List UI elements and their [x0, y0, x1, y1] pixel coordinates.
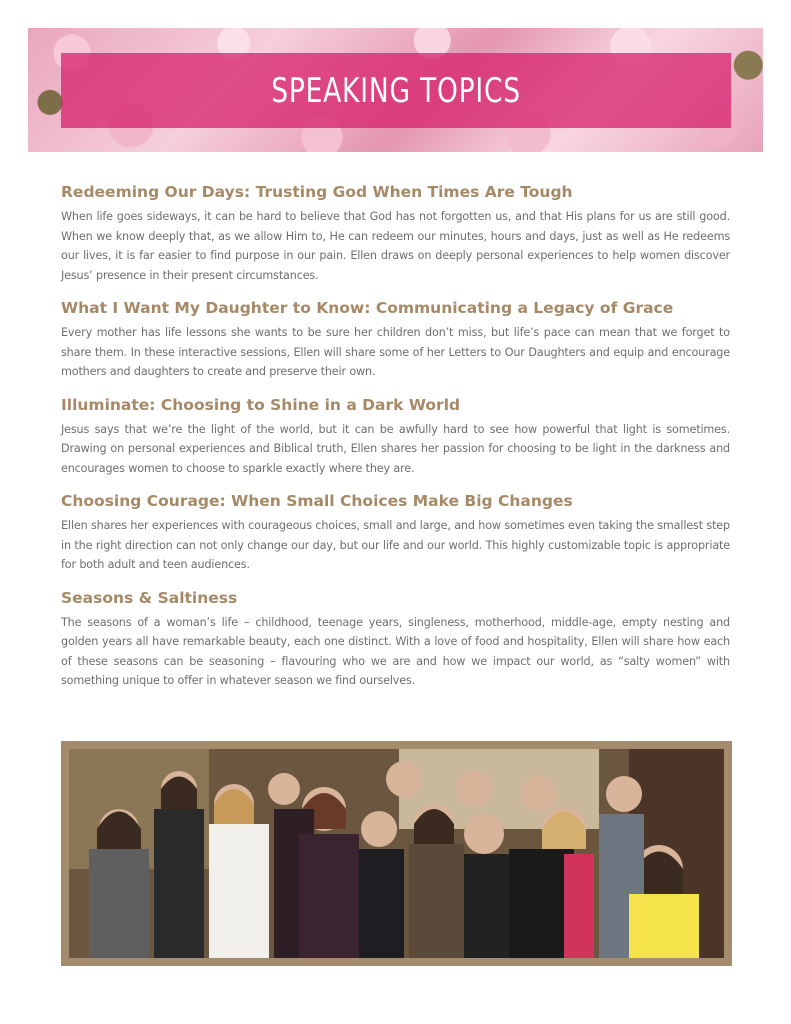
header-banner — [28, 28, 763, 152]
topic-description: When life goes sideways, it can be hard to believe that God has not forgotten us, and that His plans for us are still good. When we know deeply that, as we allow Him to, He can redeem our minutes, hours and days, just as well as He redeems our lives, it is far easier to find purpose in our pain. Ellen draws on deeply personal experiences to help women discover Jesus’ presence in their present circumstances. — [61, 210, 730, 282]
topic-description: Jesus says that we’re the light of the world, but it can be awfully hard to see how powerful that light is sometimes. Drawing on personal experiences and Biblical truth, Ellen shares her passion for choosing to be light in the darkness and encourages women to choose to sparkle exactly where they are. — [61, 422, 730, 475]
group-photo — [69, 749, 724, 958]
topic-title: Choosing Courage: When Small Choices Make Big Changes — [61, 492, 573, 510]
topic-title: Illuminate: Choosing to Shine in a Dark World — [61, 395, 461, 414]
topic-title: Seasons & Saltiness — [61, 588, 238, 607]
banner-title-box — [61, 53, 731, 128]
topic-description: Ellen shares her experiences with courageous choices, small and large, and how sometimes even taking the smallest step in the right direction can not only change our day, but our life and our world. This highly customizable topic is appropriate for both adult and teen audiences. — [61, 519, 730, 571]
topic-choosing-courage — [61, 492, 730, 575]
group-photo-frame — [61, 741, 732, 966]
topic-title: Redeeming Our Days: Trusting God When Times Are Tough — [61, 183, 573, 201]
topics-list — [61, 183, 730, 705]
page-title: SPEAKING TOPICS — [271, 70, 521, 111]
topic-what-i-want-my-daughter-to-know — [61, 299, 730, 382]
group-photo-illustration — [69, 749, 724, 958]
topic-redeeming-our-days — [61, 183, 730, 285]
topic-title: What I Want My Daughter to Know: Communicating a Legacy of Grace — [61, 299, 674, 317]
topic-seasons-and-saltiness — [61, 589, 730, 691]
topic-description: The seasons of a woman’s life – childhood, teenage years, singleness, motherhood, middle-age, empty nesting and golden years all have remarkable beauty, each one distinct. With a love of food and hospitality, Ellen will share how each of these seasons can be seasoning – flavouring who we are and how we impact our world, as “salty women” with something unique to offer in whatever season we find ourselves. — [61, 615, 730, 687]
topic-illuminate — [61, 396, 730, 479]
topic-description: Every mother has life lessons she wants to be sure her children don’t miss, but life’s pace can mean that we forget to share them. In these interactive sessions, Ellen will share some of her Letters to Our Daughters and equip and encourage mothers and daughters to create and preserve their own. — [61, 326, 730, 378]
